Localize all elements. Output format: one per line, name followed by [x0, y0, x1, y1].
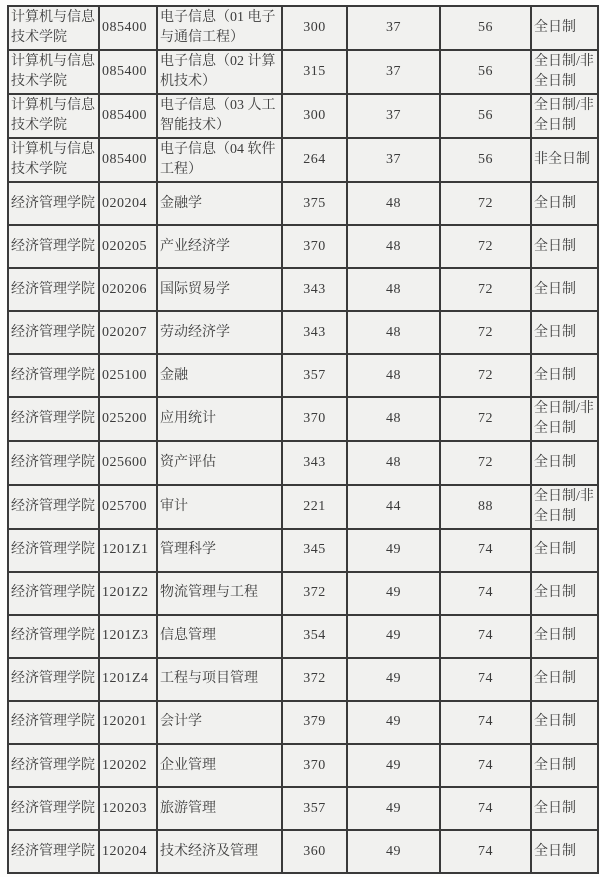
table-row: [8, 658, 598, 701]
cell-major-code: 120203: [99, 787, 157, 830]
table-row: [8, 787, 598, 830]
cell-score-line-b: 72: [440, 354, 531, 397]
cell-score-line-a: 48: [347, 225, 440, 268]
cell-total-score: 357: [282, 354, 347, 397]
cell-college: 经济管理学院: [8, 311, 99, 354]
cell-college: 经济管理学院: [8, 529, 99, 572]
cell-major-name: 审计: [157, 485, 282, 529]
cell-major-code: 120202: [99, 744, 157, 787]
cell-major-code: 120201: [99, 701, 157, 744]
cell-score-line-b: 72: [440, 441, 531, 484]
cell-total-score: 345: [282, 529, 347, 572]
cell-study-mode: 全日制: [531, 182, 598, 225]
cell-total-score: 343: [282, 311, 347, 354]
table-row: [8, 182, 598, 225]
cell-major-code: 025200: [99, 397, 157, 441]
cell-major-name: 金融: [157, 354, 282, 397]
cell-score-line-a: 49: [347, 658, 440, 701]
cell-study-mode: 全日制/非全日制: [531, 94, 598, 138]
cell-major-name: 会计学: [157, 701, 282, 744]
cell-score-line-a: 48: [347, 268, 440, 311]
cell-college: 计算机与信息技术学院: [8, 50, 99, 94]
cell-score-line-a: 49: [347, 529, 440, 572]
cell-study-mode: 全日制: [531, 701, 598, 744]
table-row: [8, 615, 598, 658]
cell-total-score: 264: [282, 138, 347, 182]
cell-score-line-b: 74: [440, 830, 531, 873]
cell-college: 经济管理学院: [8, 615, 99, 658]
cell-major-name: 管理科学: [157, 529, 282, 572]
cell-study-mode: 非全日制: [531, 138, 598, 182]
cell-major-code: 085400: [99, 94, 157, 138]
cell-score-line-b: 74: [440, 744, 531, 787]
cell-study-mode: 全日制: [531, 6, 598, 50]
cell-major-code: 085400: [99, 6, 157, 50]
cell-major-code: 1201Z1: [99, 529, 157, 572]
cell-total-score: 372: [282, 658, 347, 701]
cell-study-mode: 全日制/非全日制: [531, 485, 598, 529]
cell-study-mode: 全日制: [531, 311, 598, 354]
cell-score-line-a: 44: [347, 485, 440, 529]
cell-total-score: 357: [282, 787, 347, 830]
cell-score-line-a: 48: [347, 441, 440, 484]
cell-college: 计算机与信息技术学院: [8, 6, 99, 50]
cell-score-line-b: 74: [440, 572, 531, 615]
cell-college: 经济管理学院: [8, 182, 99, 225]
cell-major-name: 技术经济及管理: [157, 830, 282, 873]
cell-score-line-a: 49: [347, 744, 440, 787]
cell-study-mode: 全日制: [531, 830, 598, 873]
cell-score-line-a: 37: [347, 138, 440, 182]
cell-major-code: 025700: [99, 485, 157, 529]
cell-college: 计算机与信息技术学院: [8, 94, 99, 138]
cell-total-score: 354: [282, 615, 347, 658]
cell-college: 经济管理学院: [8, 744, 99, 787]
cell-score-line-b: 56: [440, 6, 531, 50]
cell-study-mode: 全日制: [531, 354, 598, 397]
cell-major-code: 120204: [99, 830, 157, 873]
cell-study-mode: 全日制: [531, 658, 598, 701]
cell-total-score: 300: [282, 94, 347, 138]
cell-college: 经济管理学院: [8, 441, 99, 484]
cell-major-name: 信息管理: [157, 615, 282, 658]
cell-score-line-b: 72: [440, 311, 531, 354]
table-row: [8, 485, 598, 529]
cell-total-score: 343: [282, 268, 347, 311]
cell-score-line-b: 74: [440, 701, 531, 744]
cell-college: 经济管理学院: [8, 268, 99, 311]
cell-score-line-b: 74: [440, 529, 531, 572]
table-row: [8, 6, 598, 50]
cell-score-line-b: 56: [440, 138, 531, 182]
cell-total-score: 370: [282, 744, 347, 787]
cell-college: 经济管理学院: [8, 397, 99, 441]
cell-study-mode: 全日制/非全日制: [531, 50, 598, 94]
cell-major-code: 025600: [99, 441, 157, 484]
cell-major-code: 020204: [99, 182, 157, 225]
table-row: [8, 268, 598, 311]
cell-score-line-b: 56: [440, 50, 531, 94]
table-row: [8, 744, 598, 787]
cell-score-line-b: 74: [440, 658, 531, 701]
cell-major-code: 020207: [99, 311, 157, 354]
cell-college: 经济管理学院: [8, 830, 99, 873]
cell-major-name: 电子信息（04 软件工程）: [157, 138, 282, 182]
table-row: [8, 311, 598, 354]
cell-study-mode: 全日制: [531, 572, 598, 615]
cell-study-mode: 全日制/非全日制: [531, 397, 598, 441]
cell-major-code: 085400: [99, 50, 157, 94]
cell-college: 经济管理学院: [8, 701, 99, 744]
cell-score-line-a: 48: [347, 354, 440, 397]
cell-study-mode: 全日制: [531, 441, 598, 484]
cell-major-code: 1201Z2: [99, 572, 157, 615]
cell-study-mode: 全日制: [531, 225, 598, 268]
cell-study-mode: 全日制: [531, 615, 598, 658]
cell-score-line-b: 56: [440, 94, 531, 138]
cell-score-line-a: 49: [347, 615, 440, 658]
cell-college: 经济管理学院: [8, 354, 99, 397]
cell-score-line-a: 37: [347, 6, 440, 50]
cell-total-score: 343: [282, 441, 347, 484]
cell-major-code: 025100: [99, 354, 157, 397]
cell-total-score: 315: [282, 50, 347, 94]
cell-score-line-b: 72: [440, 397, 531, 441]
cell-total-score: 360: [282, 830, 347, 873]
table-row: [8, 701, 598, 744]
cell-score-line-b: 72: [440, 225, 531, 268]
table-row: [8, 50, 598, 94]
cell-score-line-a: 48: [347, 397, 440, 441]
cell-study-mode: 全日制: [531, 529, 598, 572]
cell-major-name: 电子信息（02 计算机技术）: [157, 50, 282, 94]
table-row: [8, 94, 598, 138]
cell-total-score: 300: [282, 6, 347, 50]
cell-major-name: 产业经济学: [157, 225, 282, 268]
cell-score-line-a: 48: [347, 182, 440, 225]
cell-total-score: 375: [282, 182, 347, 225]
cell-score-line-b: 88: [440, 485, 531, 529]
cell-score-line-b: 72: [440, 182, 531, 225]
table-row: [8, 572, 598, 615]
cell-score-line-b: 74: [440, 615, 531, 658]
cell-total-score: 372: [282, 572, 347, 615]
table-row: [8, 354, 598, 397]
cell-major-code: 020206: [99, 268, 157, 311]
cell-college: 经济管理学院: [8, 572, 99, 615]
cell-major-code: 1201Z4: [99, 658, 157, 701]
cell-score-line-a: 49: [347, 572, 440, 615]
cell-study-mode: 全日制: [531, 744, 598, 787]
cell-score-line-a: 49: [347, 787, 440, 830]
table-row: [8, 225, 598, 268]
table-row: [8, 830, 598, 873]
table-row: [8, 397, 598, 441]
cell-college: 经济管理学院: [8, 485, 99, 529]
admission-score-table: [7, 5, 599, 874]
cell-study-mode: 全日制: [531, 787, 598, 830]
cell-college: 经济管理学院: [8, 225, 99, 268]
cell-college: 经济管理学院: [8, 787, 99, 830]
cell-score-line-a: 49: [347, 830, 440, 873]
cell-major-name: 工程与项目管理: [157, 658, 282, 701]
cell-major-name: 金融学: [157, 182, 282, 225]
table-row: [8, 138, 598, 182]
cell-major-name: 电子信息（03 人工智能技术）: [157, 94, 282, 138]
table-row: [8, 441, 598, 484]
cell-total-score: 370: [282, 397, 347, 441]
cell-major-name: 国际贸易学: [157, 268, 282, 311]
cell-major-name: 资产评估: [157, 441, 282, 484]
cell-total-score: 379: [282, 701, 347, 744]
cell-score-line-a: 48: [347, 311, 440, 354]
cell-major-code: 085400: [99, 138, 157, 182]
cell-score-line-b: 72: [440, 268, 531, 311]
cell-score-line-a: 37: [347, 50, 440, 94]
cell-score-line-a: 37: [347, 94, 440, 138]
cell-major-name: 物流管理与工程: [157, 572, 282, 615]
cell-major-code: 020205: [99, 225, 157, 268]
cell-score-line-a: 49: [347, 701, 440, 744]
cell-college: 计算机与信息技术学院: [8, 138, 99, 182]
cell-major-code: 1201Z3: [99, 615, 157, 658]
cell-total-score: 221: [282, 485, 347, 529]
cell-college: 经济管理学院: [8, 658, 99, 701]
cell-study-mode: 全日制: [531, 268, 598, 311]
cell-major-name: 应用统计: [157, 397, 282, 441]
cell-major-name: 企业管理: [157, 744, 282, 787]
cell-score-line-b: 74: [440, 787, 531, 830]
cell-major-name: 旅游管理: [157, 787, 282, 830]
cell-major-name: 劳动经济学: [157, 311, 282, 354]
table-row: [8, 529, 598, 572]
cell-major-name: 电子信息（01 电子与通信工程）: [157, 6, 282, 50]
cell-total-score: 370: [282, 225, 347, 268]
